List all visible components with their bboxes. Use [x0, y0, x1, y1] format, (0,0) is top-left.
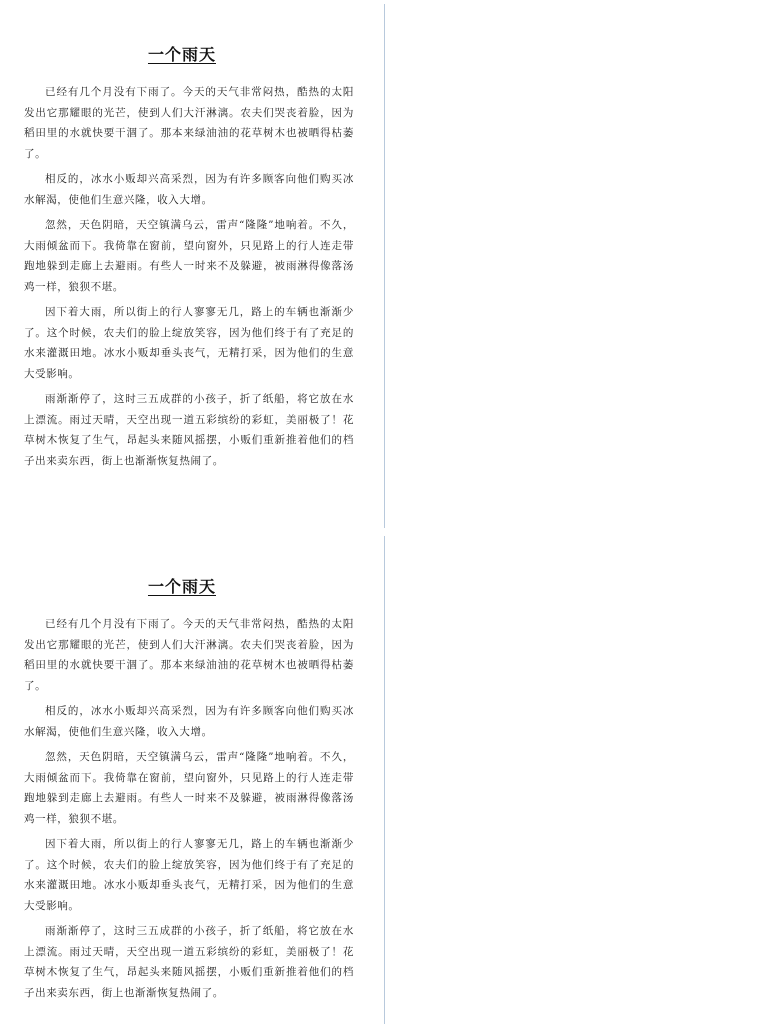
page-edge-divider [384, 4, 385, 528]
document-page [0, 0, 385, 530]
paragraph: 已经有几个月没有下雨了。今天的天气非常闷热，酷热的太阳发出它那耀眼的光芒，使到人们大汗淋漓。农夫们哭丧着脸，因为稻田里的水就快要干涸了。那本来绿油油的花草树木也被晒得枯萎了。 [24, 86, 354, 160]
page-title: 一个雨天 [147, 577, 216, 596]
paragraph: 相反的，冰水小贩却兴高采烈，因为有许多顾客向他们购买冰水解渴，使他们生意兴隆，收入大增。 [24, 705, 354, 738]
paragraph: 雨渐渐停了，这时三五成群的小孩子，折了纸船，将它放在水上漂流。雨过天晴，天空出现一道五彩缤纷的彩虹，美丽极了！花草树木恢复了生气，昂起头来随风摇摆，小贩们重新推着他们的档子出来卖东西，街上也渐渐恢复热闹了。 [24, 925, 354, 999]
paragraph: 雨渐渐停了，这时三五成群的小孩子，折了纸船，将它放在水上漂流。雨过天晴，天空出现一道五彩缤纷的彩虹，美丽极了！花草树木恢复了生气，昂起头来随风摇摆，小贩们重新推着他们的档子出来卖东西，街上也渐渐恢复热闹了。 [24, 393, 354, 467]
paragraph: 相反的，冰水小贩却兴高采烈，因为有许多顾客向他们购买冰水解渴，使他们生意兴隆，收入大增。 [24, 173, 354, 206]
paragraph: 因下着大雨，所以街上的行人寥寥无几，路上的车辆也渐渐少了。这个时候，农夫们的脸上绽放笑容，因为他们终于有了充足的水来灌溉田地。冰水小贩却垂头丧气，无精打采，因为他们的生意大受影响。 [24, 838, 354, 912]
document-page [0, 532, 385, 1024]
paragraph: 因下着大雨，所以街上的行人寥寥无几，路上的车辆也渐渐少了。这个时候，农夫们的脸上绽放笑容，因为他们终于有了充足的水来灌溉田地。冰水小贩却垂头丧气，无精打采，因为他们的生意大受影响。 [24, 306, 354, 380]
document-body [24, 614, 354, 1008]
paragraph: 忽然，天色阴暗，天空镇满乌云，雷声“隆隆”地响着。不久，大雨倾盆而下。我倚靠在窗前，望向窗外，只见路上的行人连走带跑地躲到走廊上去避雨。有些人一时来不及躲避，被雨淋得像落汤鸡一样，狼狈不堪。 [24, 219, 354, 293]
page-title: 一个雨天 [147, 45, 216, 64]
paragraph: 忽然，天色阴暗，天空镇满乌云，雷声“隆隆”地响着。不久，大雨倾盆而下。我倚靠在窗前，望向窗外，只见路上的行人连走带跑地躲到走廊上去避雨。有些人一时来不及躲避，被雨淋得像落汤鸡一样，狼狈不堪。 [24, 751, 354, 825]
page-edge-divider [384, 536, 385, 1024]
document-body [24, 82, 354, 476]
paragraph: 已经有几个月没有下雨了。今天的天气非常闷热，酷热的太阳发出它那耀眼的光芒，使到人们大汗淋漓。农夫们哭丧着脸，因为稻田里的水就快要干涸了。那本来绿油油的花草树木也被晒得枯萎了。 [24, 618, 354, 692]
